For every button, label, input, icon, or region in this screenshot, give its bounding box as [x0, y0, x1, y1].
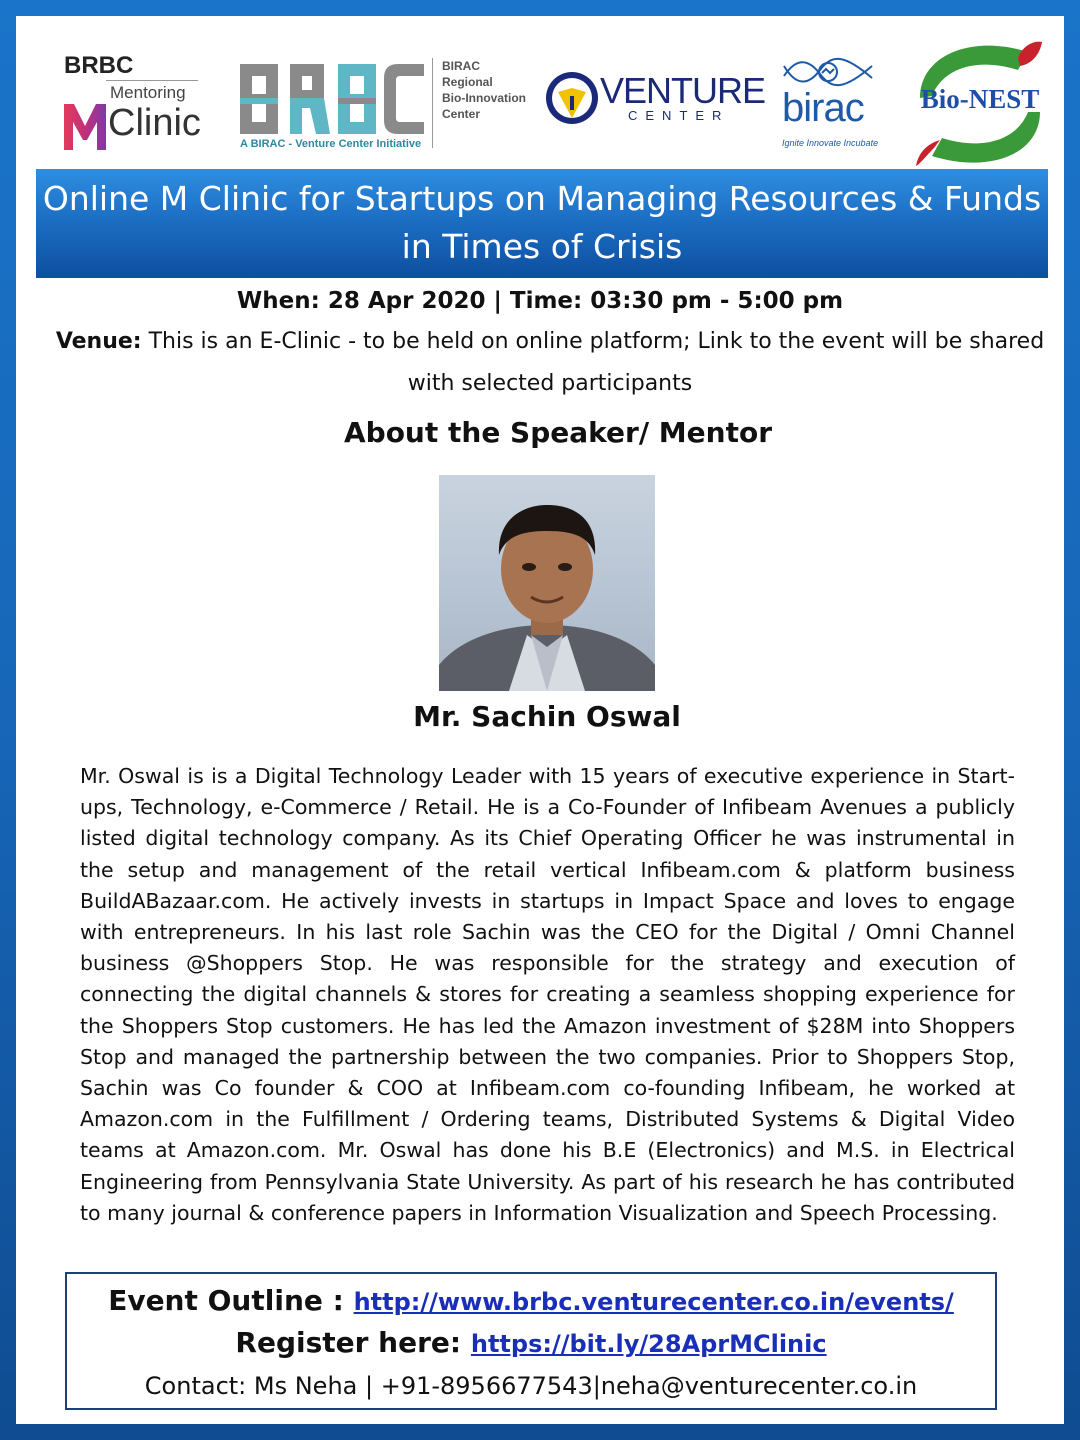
mclinic-m-icon [62, 96, 108, 152]
bio-nest-name: Bio-NEST [920, 84, 1040, 114]
mclinic-logo-clinic-text: Clinic [108, 102, 201, 144]
event-date-time: When: 28 Apr 2020 | Time: 03:30 pm - 5:00 pm [236, 288, 844, 314]
title-line-2: in Times of Crisis [401, 227, 683, 266]
brbc-logo-fullname [442, 58, 526, 122]
venue-text: This is an E-Clinic - to be held on online platform; Link to the event will be shared with selected participants [141, 329, 1045, 396]
mclinic-logo-brbc-text: BRBC [64, 52, 134, 79]
register-label: Register here: [235, 1326, 471, 1359]
register-link[interactable]: https://bit.ly/28AprMClinic [470, 1330, 827, 1358]
contact-info: Contact: Ms Neha | +91-8956677543|neha@venturecenter.co.in [144, 1372, 918, 1400]
venue-label: Venue: [55, 329, 142, 354]
mclinic-logo-mentoring-text: Mentoring [110, 83, 186, 102]
event-venue [40, 321, 1060, 405]
register-row [67, 1326, 995, 1359]
birac-logo [778, 56, 878, 156]
mclinic-logo-divider [106, 80, 198, 81]
event-outline-link[interactable]: http://www.brbc.venturecenter.co.in/events/ [353, 1288, 954, 1316]
brbc-mentoring-clinic-logo [62, 50, 212, 150]
brbc-fullname-line: Regional [442, 75, 493, 89]
title-line-1: Online M Clinic for Startups on Managing Resources & Funds [42, 179, 1042, 218]
birac-name: birac [782, 86, 864, 130]
brbc-logo-icon [238, 58, 428, 138]
brbc-logo-subtitle: A BIRAC - Venture Center Initiative [240, 138, 422, 150]
birac-tagline: Ignite Innovate Incubate [782, 138, 879, 148]
speaker-bio: Mr. Oswal is is a Digital Technology Leader with 15 years of executive experience in Start-ups, Technology, e-Commerce / Retail. He is a Co-Founder of Infibeam Avenues a publicly listed digital technology company. As its Chief Operating Officer he was instrumental in the setup and management of the retail vertical Infibeam.com & platform business BuildABazaar.com. He actively invests in startups in Impact Space and loves to engage with entrepreneurs. In his last role Sachin was the CEO for the Digital / Omni Channel business @Shoppers Stop. He was responsible for the strategy and execution of connecting the digital channels & stores for creating a seamless shopping experience for the Shoppers Stop customers. He has led the Amazon investment of $28M into Shoppers Stop and managed the partnership between the two companies. Prior to Shoppers Stop, Sachin was Co founder & COO at Infibeam.com co-founding Infibeam, he worked at Amazon.com in the Fulfillment / Ordering teams, Distributed Systems & Digital Video teams at Amazon.com. Mr. Oswal has done his B.E (Electronics) and M.S. in Electrical Engineering from Pennsylvania State University. As part of his research he has contributed to many journal & conference papers in Information Visualization and Speech Processing. [80, 764, 1015, 1225]
venture-center-logo [544, 68, 766, 132]
event-outline-row [67, 1284, 995, 1317]
speaker-photo [439, 475, 655, 691]
venture-center-emblem-icon [544, 68, 600, 128]
brbc-fullname-line: Bio-Innovation [442, 91, 526, 105]
venture-center-name: VENTURE [600, 70, 766, 111]
speaker-portrait-icon [439, 475, 655, 691]
brbc-logo [238, 56, 538, 156]
event-links-box [65, 1272, 997, 1410]
brbc-fullname-line: BIRAC [442, 59, 480, 73]
venture-center-sub: CENTER [628, 108, 730, 123]
event-outline-label: Event Outline : [108, 1284, 354, 1317]
brbc-fullname-line: Center [442, 107, 481, 121]
birac-dna-icon [780, 56, 876, 90]
bio-nest-logo [910, 36, 1050, 170]
about-speaker-heading: About the Speaker/ Mentor [343, 416, 773, 449]
title-banner [36, 169, 1048, 278]
brbc-logo-divider [432, 58, 433, 148]
poster [16, 16, 1064, 1424]
speaker-name: Mr. Sachin Oswal [413, 700, 681, 733]
